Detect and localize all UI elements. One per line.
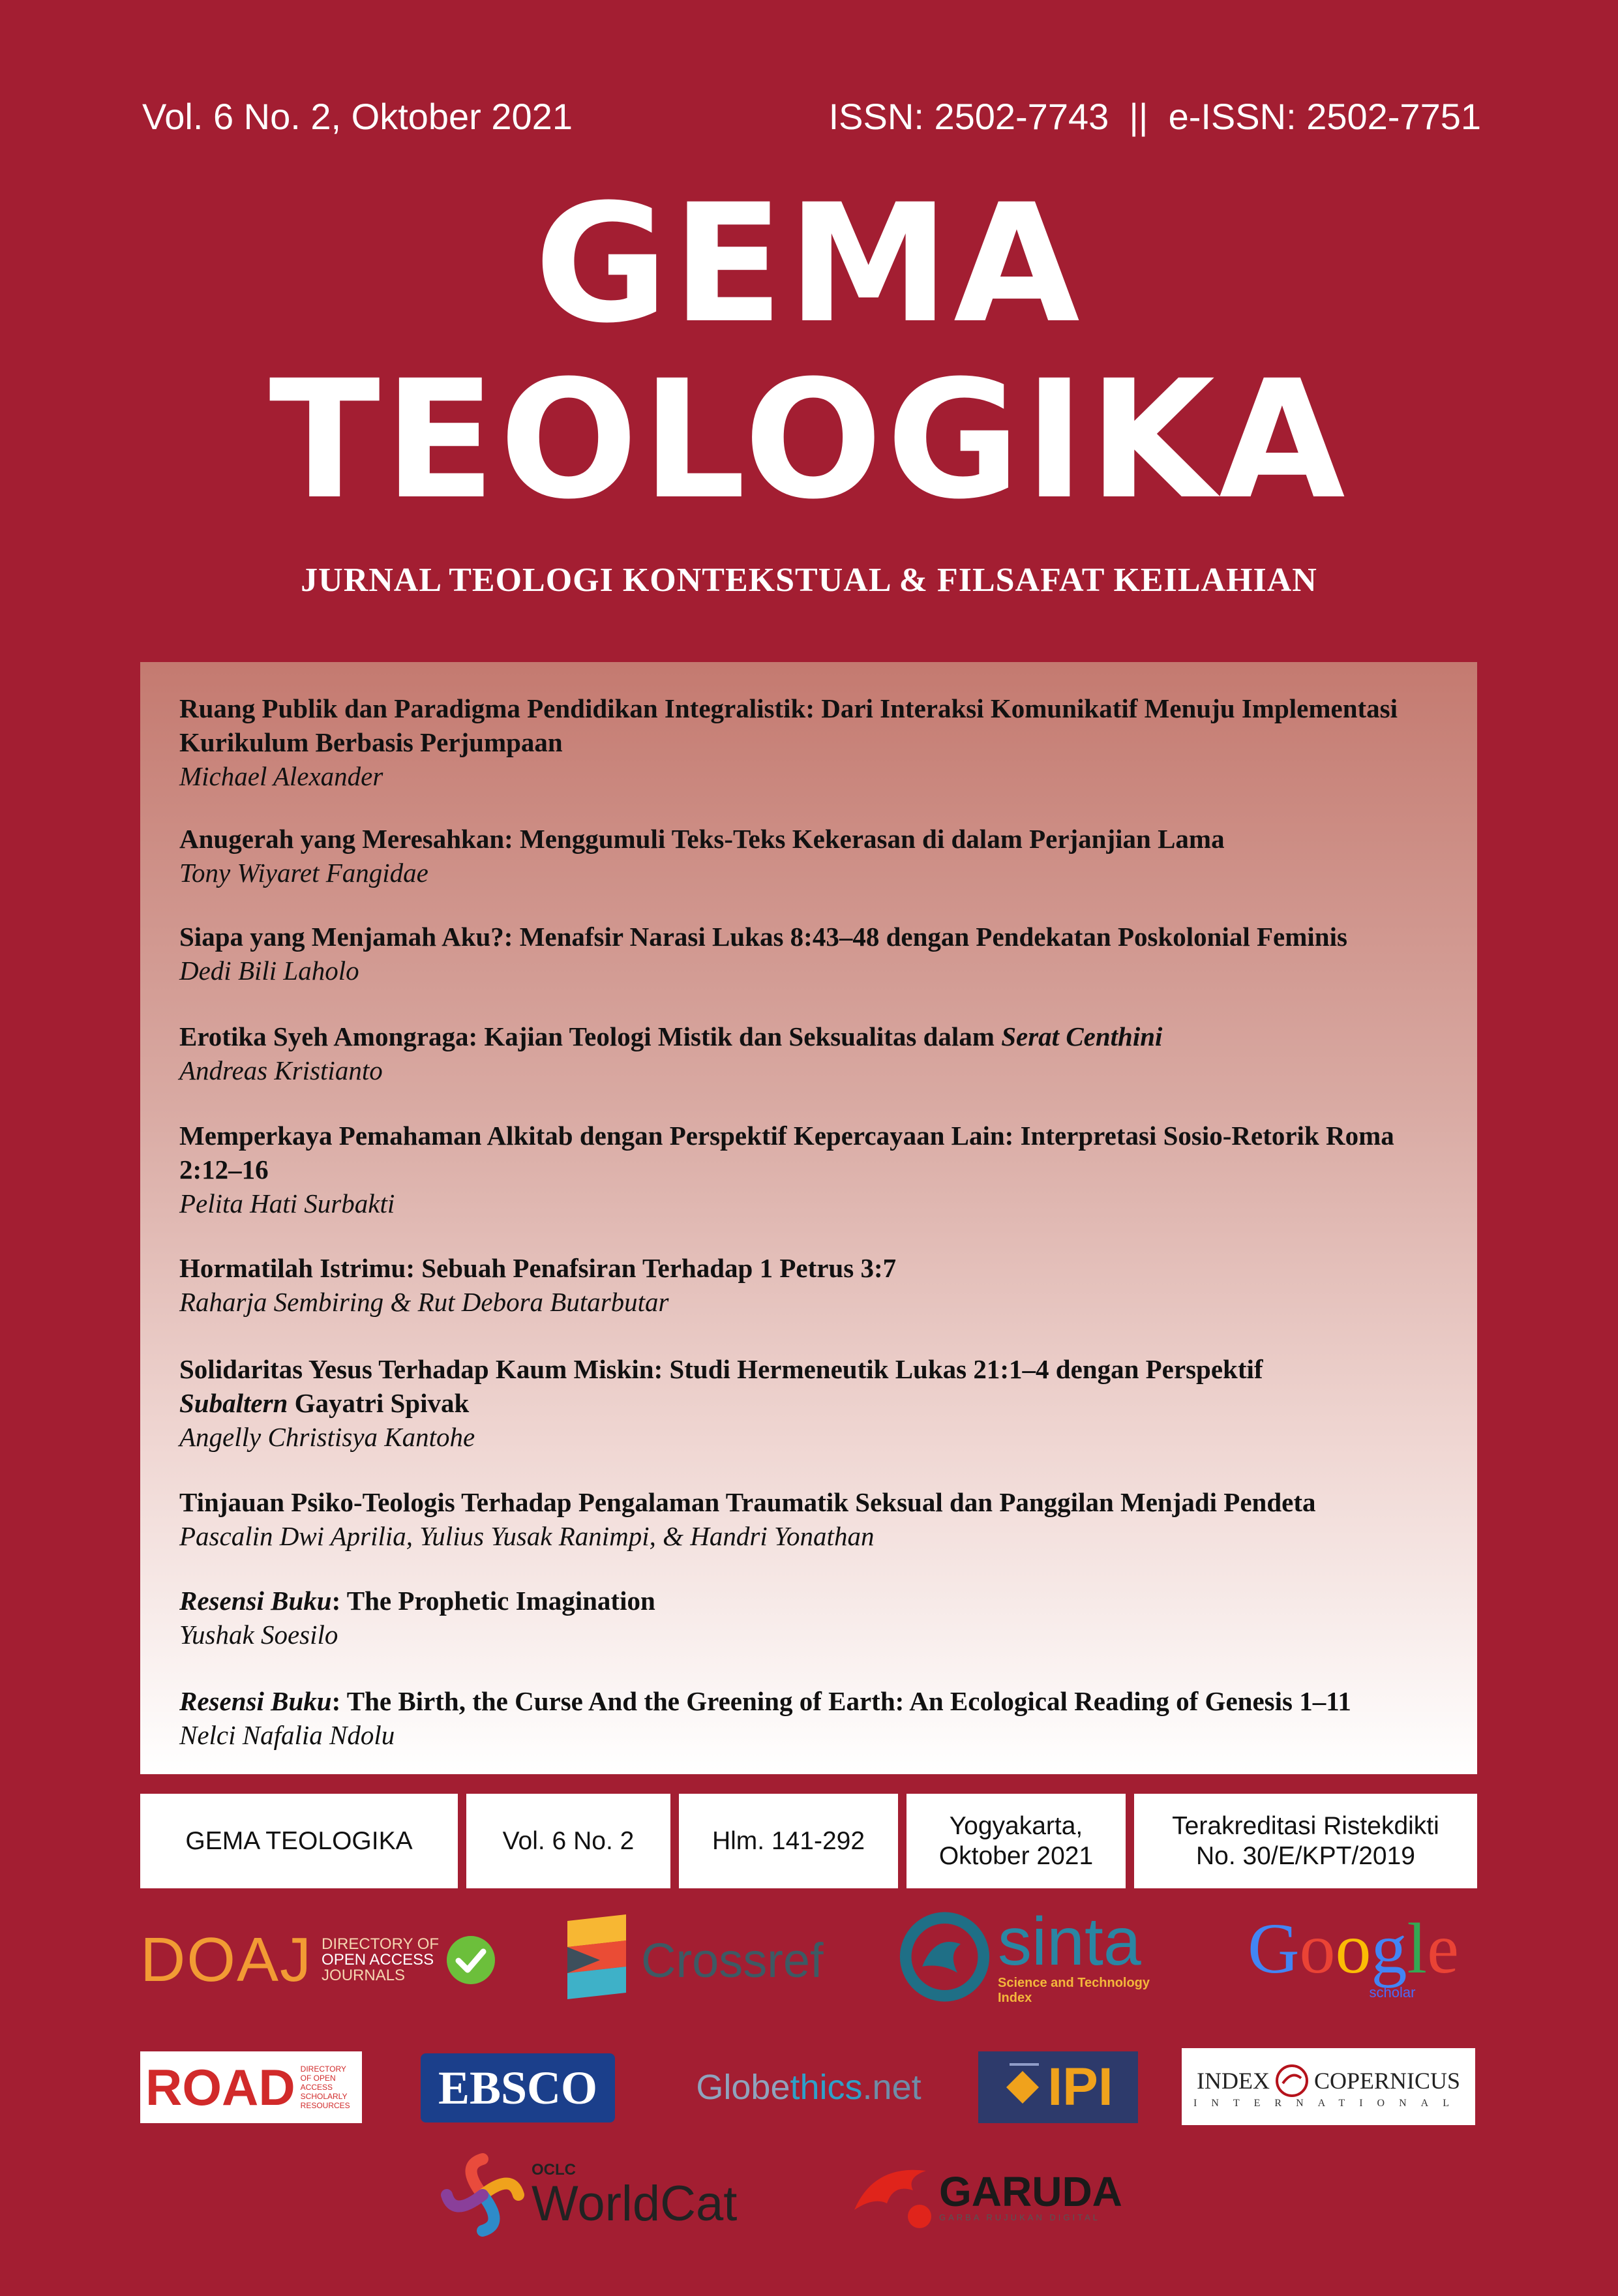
issn: ISSN: 2502-7743 || e-ISSN: 2502-7751 (828, 96, 1481, 137)
publication-info-row (140, 1794, 1477, 1888)
article-10[interactable] (179, 1684, 1451, 1752)
google-scholar-logo[interactable]: Google scholar (1248, 1909, 1459, 2001)
crossref-logo[interactable]: Crossref (564, 1914, 851, 2006)
article-6[interactable] (179, 1251, 1451, 1319)
doaj-logo[interactable]: DOAJ DIRECTORY OF OPEN ACCESS JOURNALS (140, 1924, 512, 1996)
article-prefix: Resensi Buku (179, 1586, 332, 1616)
article-title: Ruang Publik dan Paradigma Pendidikan Integralistik: Dari Interaksi Komunikatif Menuju Implementasi Kurikulum Berbasis Perjumpaan (179, 693, 1398, 757)
globethics-logo[interactable]: Globethics.net (696, 2068, 921, 2107)
sinta-emblem-icon (897, 1908, 993, 2006)
article-author: Yushak Soesilo (179, 1620, 338, 1650)
journal-title-line2: TEOLOGIKA (269, 345, 1349, 535)
article-prefix: Resensi Buku (179, 1686, 332, 1716)
article-title: Resensi Buku: The Birth, the Curse And the Greening of Earth: An Ecological Reading of Genesis 1–11 (179, 1686, 1351, 1716)
article-title: Siapa yang Menjamah Aku?: Menafsir Narasi Lukas 8:43–48 dengan Pendekatan Poskolonial Feminis (179, 922, 1347, 952)
article-author: Pelita Hati Surbakti (179, 1188, 395, 1218)
ipi-mark-icon (1003, 2058, 1042, 2117)
checkmark-icon (445, 1935, 496, 1986)
article-1[interactable] (179, 691, 1451, 793)
volume-issue: Vol. 6 No. 2, Oktober 2021 (142, 96, 573, 137)
article-5[interactable] (179, 1119, 1451, 1220)
garuda-logo[interactable]: GARUDA GARBA RUJUKAN DIGITAL (848, 2156, 1174, 2237)
article-8[interactable] (179, 1485, 1451, 1553)
info-accreditation: Terakreditasi Ristekdikti No. 30/E/KPT/2019 (1134, 1794, 1477, 1888)
article-title-italic: Subaltern (179, 1388, 288, 1418)
article-9[interactable] (179, 1584, 1451, 1652)
article-author: Pascalin Dwi Aprilia, Yulius Yusak Ranimpi, & Handri Yonathan (179, 1521, 875, 1551)
globe-icon (1275, 2064, 1309, 2098)
article-7[interactable] (179, 1352, 1451, 1454)
ebsco-logo[interactable]: EBSCO (421, 2053, 615, 2122)
journal-subtitle: JURNAL TEOLOGI KONTEKSTUAL & FILSAFAT KEILAHIAN (301, 562, 1317, 599)
crossref-mark-icon (564, 1914, 629, 2006)
index-copernicus-logo[interactable]: INDEX COPERNICUS INTERNATIONAL (1182, 2048, 1475, 2125)
journal-title-line1: GEMA (534, 169, 1084, 359)
article-title: Anugerah yang Meresahkan: Menggumuli Teks-Teks Kekerasan di dalam Perjanjian Lama (179, 824, 1225, 854)
article-3[interactable] (179, 920, 1451, 988)
article-title: Hormatilah Istrimu: Sebuah Penafsiran Terhadap 1 Petrus 3:7 (179, 1253, 897, 1283)
info-place-date: Yogyakarta, Oktober 2021 (906, 1794, 1126, 1888)
worldcat-swirl-icon (440, 2152, 525, 2237)
garuda-bird-icon (848, 2158, 946, 2236)
table-of-contents (140, 662, 1477, 1774)
article-author: Angelly Christisya Kantohe (179, 1422, 475, 1452)
sinta-logo[interactable]: sinta Science and Technology Index (897, 1905, 1184, 2009)
article-author: Andreas Kristianto (179, 1055, 383, 1085)
article-title: Resensi Buku: The Prophetic Imagination (179, 1586, 655, 1616)
info-pages: Hlm. 141-292 (679, 1794, 898, 1888)
article-4[interactable] (179, 1020, 1451, 1087)
road-logo[interactable]: ROAD DIRECTORY OF OPEN ACCESS SCHOLARLY RESOURCES (140, 2051, 362, 2123)
article-title: Memperkaya Pemahaman Alkitab dengan Perspektif Kepercayaan Lain: Interpretasi Sosio-Retorik Roma 2:12–16 (179, 1121, 1394, 1185)
article-author: Nelci Nafalia Ndolu (179, 1720, 395, 1750)
article-author: Raharja Sembiring & Rut Debora Butarbutar (179, 1287, 669, 1317)
info-volume: Vol. 6 No. 2 (466, 1794, 670, 1888)
article-author: Tony Wiyaret Fangidae (179, 858, 428, 888)
article-title: Tinjauan Psiko-Teologis Terhadap Pengalaman Traumatik Seksual dan Panggilan Menjadi Pendeta (179, 1487, 1316, 1517)
article-2[interactable] (179, 822, 1451, 890)
worldcat-logo[interactable]: OCLC WorldCat (440, 2152, 753, 2237)
article-title: Solidaritas Yesus Terhadap Kaum Miskin: Studi Hermeneutik Lukas 21:1–4 dengan Perspektif Subaltern Gayatri Spivak (179, 1354, 1263, 1418)
info-journal-name: GEMA TEOLOGIKA (140, 1794, 458, 1888)
article-author: Michael Alexander (179, 761, 383, 791)
article-title: Erotika Syeh Amongraga: Kajian Teologi Mistik dan Seksualitas dalam Serat Centhini (179, 1021, 1163, 1051)
article-author: Dedi Bili Laholo (179, 956, 359, 986)
article-title-italic: Serat Centhini (1001, 1021, 1163, 1051)
ipi-logo[interactable]: IPI (978, 2051, 1138, 2123)
